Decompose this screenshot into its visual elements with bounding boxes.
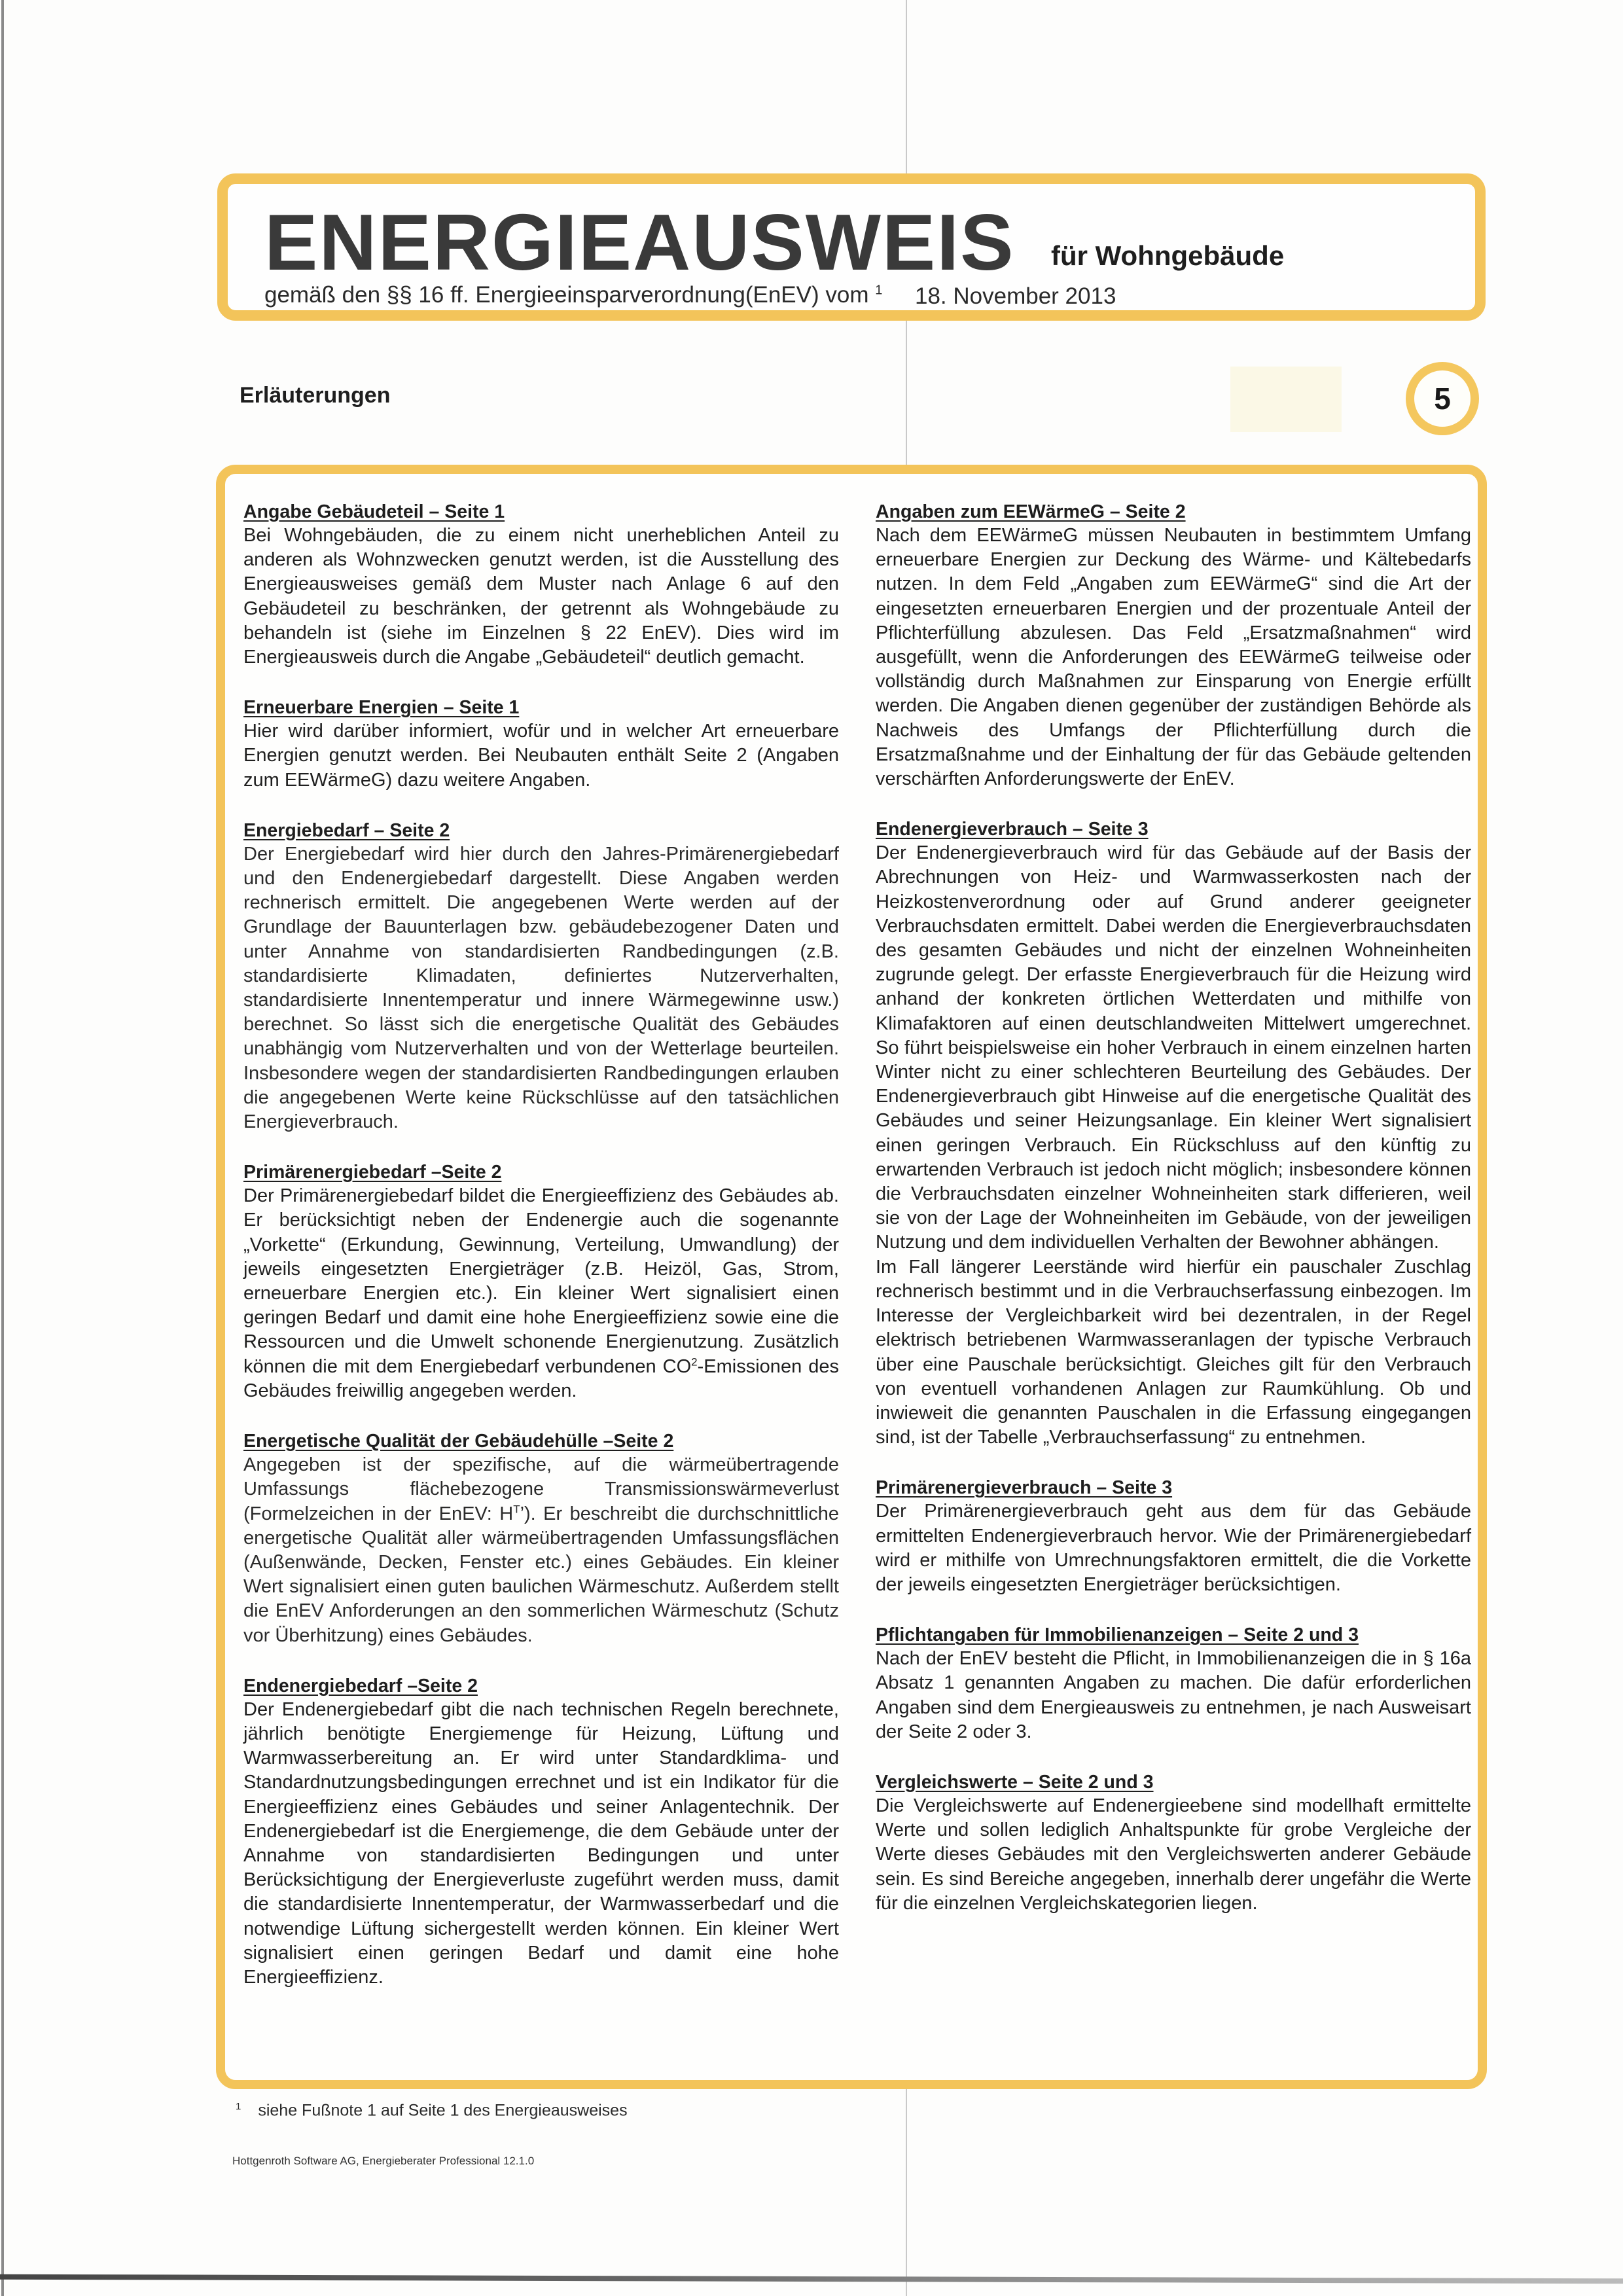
entry-body: Nach der EnEV besteht die Pflicht, in Immobilienanzeigen die in § 16a Absatz 1 genannten Angaben zu machen. Die dafür erforderlichen Angaben sind dem Energieausweis zu entnehmen, je nach Ausweisart der Seite 2 oder 3. <box>876 1648 1471 1742</box>
entry-body: Hier wird darüber informiert, wofür und in welcher Art erneuerbare Energien genutzt werden. Bei Neubauten enthält Seite 2 (Angaben zum EEWärmeG) dazu weitere Angaben. <box>243 721 839 791</box>
entry-vergleichswerte <box>876 1770 1471 1916</box>
entry-heading: Erneuerbare Energien – Seite 1 <box>243 697 520 719</box>
entry-body-text: ’). Er beschreibt die durchschnittliche energetische Qualität aller wärmeübertragenden Umfassungsflächen (Außenwände, Decken, Fenster etc.) eines Gebäudes. Ein kleiner Wert signalisiert einen guten baulichen Wärmeschutz. Außerdem stellt die EnEV Anforderungen an den sommerlichen Wärmeschutz (Schutz vor Überhitzung) eines Gebäudes. <box>243 1503 840 1646</box>
document-title-suffix: für Wohngebäude <box>1051 240 1285 271</box>
page-edge-left <box>1 0 4 2296</box>
entry-heading: Primärenergieverbrauch – Seite 3 <box>876 1477 1173 1499</box>
subtitle-footnote-ref: 1 <box>875 283 883 298</box>
left-column <box>243 500 839 2016</box>
entry-heading: Endenergiebedarf –Seite 2 <box>243 1675 478 1696</box>
entry-body: Nach dem EEWärmeG müssen Neubauten in bestimmtem Umfang erneuerbare Energien zur Deckung des Wärme- und Kältebedarfs nutzen. In dem Feld „Angaben zum EEWärmeG“ sind die Art der eingesetzten erneuerbaren Energien und der prozentuale Anteil der Pflichterfüllung abzulesen. Das Feld „Ersatzmaßnahmen“ wird ausgefüllt, wenn die Anforderungen des EEWärmeG teilweise oder vollständig durch Maßnahmen zur Einsparung von Energie erfüllt werden. Die Angaben dienen gegenüber der zuständigen Behörde als Nachweis des Umfangs der Pflichterfüllung durch die Ersatzmaßnahme und der Einhaltung der für das Gebäude geltenden verschärften Anforderungswerte der EnEV. <box>876 525 1471 790</box>
entry-endenergiebedarf <box>243 1674 839 1990</box>
entry-body-text: -Emissionen des Gebäudes freiwillig angegeben werden. <box>243 1355 839 1401</box>
entry-energiebedarf <box>243 819 839 1134</box>
entry-body: Der Primärenergieverbrauch geht aus dem für das Gebäude ermittelten Endenergieverbrauch hervor. Wie der Primärenergiebedarf wird er mithilfe von Umrechnungsfaktoren ermittelt, die die Vorkette der jeweils eingesetzten Energieträger berücksichtigen. <box>876 1501 1471 1595</box>
entry-heading: Energetische Qualität der Gebäudehülle –Seite 2 <box>243 1431 674 1452</box>
document-title: ENERGIEAUSWEIS <box>264 198 1015 287</box>
right-column <box>876 500 1471 1942</box>
entry-primaerenergieverbrauch <box>876 1476 1471 1597</box>
footnote-text: siehe Fußnote 1 auf Seite 1 des Energieausweises <box>258 2101 628 2120</box>
entry-heading: Energiebedarf – Seite 2 <box>243 819 450 841</box>
subtitle-text: gemäß den §§ 16 ff. Energieeinsparverordnung(EnEV) vom <box>264 282 869 308</box>
entry-body <box>243 1184 839 1403</box>
entry-body: Der Endenergieverbrauch wird für das Gebäude auf der Basis der Abrechnungen von Heiz- und Warmwasserkosten nach der Heizkostenverordnung oder auf Grund anderer geeigneter Verbrauchsdaten ermittelt. Dabei werden die Energieverbrauchsdaten des gesamten Gebäudes und nicht der einzelnen Wohneinheiten zugrunde gelegt. Der erfasste Energieverbrauch für die Heizung wird anhand der konkreten örtlichen Wetterdaten und mithilfe von Klimafaktoren auf einen deutschlandweiten Mittelwert umgerechnet. So führt beispielsweise ein hoher Verbrauch in einem einzelnen harten Winter nicht zu einer schlechteren Beurteilung des Gebäudes. Der Endenergieverbrauch gibt Hinweise auf die energetische Qualität des Gebäudes und seiner Heizungsanlage. Ein kleiner Wert signalisiert einen geringen Verbrauch. Ein Rückschluss auf den künftig zu erwartenden Verbrauch ist jedoch nicht möglich; insbesondere können die Verbrauchsdaten einzelner Wohneinheiten stark differieren, weil sie von der Lage der Wohneinheiten im Gebäude, von der jeweiligen Nutzung und dem individuellen Verhalten der Bewohner abhängen. <box>876 842 1471 1253</box>
entry-heading: Angabe Gebäudeteil – Seite 1 <box>243 501 505 522</box>
entry-heading: Angaben zum EEWärmeG – Seite 2 <box>876 501 1186 522</box>
page-number-badge <box>1406 362 1479 435</box>
section-label: Erläuterungen <box>240 383 391 408</box>
badge-background-shade <box>1230 367 1342 432</box>
entry-heading: Vergleichswerte – Seite 2 und 3 <box>876 1771 1154 1793</box>
page-edge-bottom <box>0 2274 1623 2284</box>
document-subtitle <box>264 282 882 308</box>
page-number: 5 <box>1434 382 1451 416</box>
ht-superscript: T <box>513 1502 520 1515</box>
entry-body-continued: Im Fall längerer Leerstände wird hierfür ein pauschaler Zuschlag rechnerisch bestimmt und in die Verbrauchserfassung einbezogen. Im Interesse der Vergleichbarkeit wird bei dezentralen, in der Regel elektrisch betriebenen Warmwasseranlagen der typische Verbrauch über eine Pauschale berücksichtigt. Gleiches gilt für den Verbrauch von eventuell vorhandenen Anlagen zur Raumkühlung. Ob und inwieweit die genannten Pauschalen in die Erfassung eingegangen sind, ist der Tabelle „Verbrauchserfassung“ zu entnehmen. <box>876 1256 1471 1448</box>
entry-body-text: Angegeben ist der spezifische, auf die wärmeübertragende Umfassungs flächebezogene Transmissionswärmeverlust (Formelzeichen in der EnEV: H <box>243 1454 839 1524</box>
entry-body: Der Endenergiebedarf gibt die nach technischen Regeln berechnete, jährlich benötigte Energiemenge für Heizung, Lüftung und Warmwasserbereitung an. Er wird unter Standardklima- und Standardnutzungsbedingungen errechnet und ist ein Indikator für die Energieeffizienz eines Gebäudes und seiner Anlagentechnik. Der Endenergiebedarf ist die Energiemenge, die dem Gebäude unter der Annahme von standardisierten Bedingungen und unter Berücksichtigung der Energieverluste zugeführt werden muss, damit die standardisierte Innentemperatur, der Warmwasserbedarf und die notwendige Lüftung sichergestellt werden können. Ein kleiner Wert signalisiert einen geringen Bedarf und damit eine hohe Energieeffizienz. <box>243 1698 839 1988</box>
explanations-box <box>216 465 1487 2089</box>
entry-body-text: Der Primärenergiebedarf bildet die Energieeffizienz des Gebäudes ab. Er berücksichtigt neben der Endenergie auch die sogenannte „Vorkette“ (Erkundung, Gewinnung, Verteilung, Umwandlung) der jeweils eingesetzten Energieträger (z.B. Heizöl, Gas, Strom, erneuerbare Energien etc.). Ein kleiner Wert signalisiert einen geringen Bedarf und damit eine hohe Energieeffizienz sowie eine die Ressourcen und die Umwelt schonende Energienutzung. Zusätzlich können die mit dem Energiebedarf verbundenen CO <box>243 1185 839 1377</box>
entry-gebaeudehuelle <box>243 1429 839 1648</box>
software-credit: Hottgenroth Software AG, Energieberater Professional 12.1.0 <box>232 2155 535 2167</box>
entry-eewaermeg <box>876 500 1471 791</box>
entry-erneuerbare-energien <box>243 696 839 793</box>
entry-body: Die Vergleichswerte auf Endenergieebene sind modellhaft ermittelte Werte und sollen lediglich Anhaltspunkte für grobe Vergleiche der Werte dieses Gebäudes mit den Vergleichswerten anderer Gebäude sein. Es sind Bereiche angegeben, innerhalb derer ungefähr die Werte für die einzelnen Vergleichskategorien liegen. <box>876 1795 1471 1914</box>
header-box <box>217 173 1486 321</box>
entry-primaerenergiebedarf <box>243 1160 839 1403</box>
co2-subscript: 2 <box>691 1355 698 1369</box>
entry-heading: Endenergieverbrauch – Seite 3 <box>876 819 1149 840</box>
entry-angabe-gebaeudeteil <box>243 500 839 670</box>
regulation-date: 18. November 2013 <box>915 283 1116 309</box>
entry-body <box>243 1453 839 1648</box>
entry-endenergieverbrauch <box>876 817 1471 1450</box>
entry-body: Der Energiebedarf wird hier durch den Jahres-Primärenergiebedarf und den Endenergiebedarf dargestellt. Diese Angaben werden rechnerisch ermittelt. Die angegebenen Werte werden auf der Grundlage der Bauunterlagen bzw. gebäudebezogener Daten und unter Annahme von standardisierten Randbedingungen (z.B. standardisierte Klimadaten, definiertes Nutzerverhalten, standardisierte Innentemperatur und innere Wärmegewinne usw.) berechnet. So lässt sich die energetische Qualität des Gebäudes unabhängig vom Nutzerverhalten und von der Wetterlage beurteilen. Insbesondere wegen der standardisierten Randbedingungen erlauben die angegebenen Werte keine Rückschlüsse auf den tatsächlichen Energieverbrauch. <box>243 843 839 1133</box>
entry-pflichtangaben <box>876 1623 1471 1744</box>
footnote-marker: 1 <box>236 2101 241 2112</box>
entry-body: Bei Wohngebäuden, die zu einem nicht unerheblichen Anteil zu anderen als Wohnzwecken genutzt werden, ist die Ausstellung des Energieausweises gemäß dem Muster nach Anlage 6 auf den Gebäudeteil zu beschränken, der getrennt als Wohngebäude zu behandeln ist (siehe im Einzelnen § 22 EnEV). Dies wird im Energieausweis durch die Angabe „Gebäudeteil“ deutlich gemacht. <box>243 525 839 668</box>
entry-heading: Pflichtangaben für Immobilienanzeigen – Seite 2 und 3 <box>876 1624 1359 1646</box>
footnote <box>236 2101 628 2120</box>
entry-heading: Primärenergiebedarf –Seite 2 <box>243 1162 502 1183</box>
